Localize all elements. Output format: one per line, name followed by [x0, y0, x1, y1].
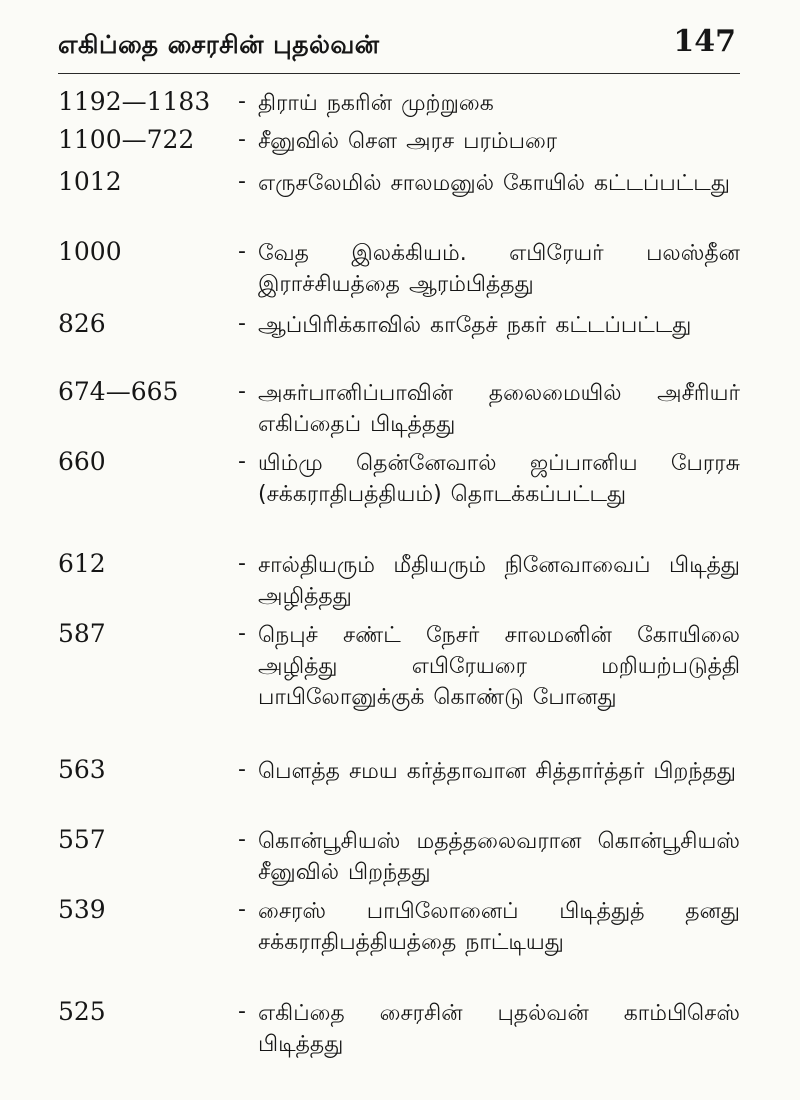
entry-year: 557	[58, 825, 106, 854]
entry-year: 563	[58, 755, 106, 784]
entry-description: பௌத்த சமய கர்த்தாவான சித்தார்த்தர் பிறந்தது	[258, 759, 736, 784]
entry-description: அசுர்பானிப்பாவின் தலைமையில் அசீரியர் எகிப்தைப் பிடித்தது	[258, 381, 740, 437]
entry-year: 1012	[58, 167, 122, 196]
entry-separator: -	[238, 999, 246, 1024]
running-title: எகிப்தை சைரசின் புதல்வன்	[58, 30, 380, 59]
entry-year: 539	[58, 895, 106, 924]
entry-year: 612	[58, 549, 106, 578]
entry-separator: -	[238, 239, 246, 264]
entry-separator: -	[238, 551, 246, 576]
entry-separator: -	[238, 757, 246, 782]
entry-separator: -	[238, 449, 246, 474]
entry-year: 1100—722	[58, 125, 195, 154]
entry-separator: -	[238, 169, 246, 194]
entry-description: நெபுச் சண்ட் நேசர் சாலமனின் கோயிலை அழித்து எபிரேயரை மறியற்படுத்தி பாபிலோனுக்குக் கொண்டு போனது	[258, 623, 740, 710]
entry-separator: -	[238, 89, 246, 114]
entry-separator: -	[238, 127, 246, 152]
entry-description: எகிப்தை சைரசின் புதல்வன் காம்பிசெஸ் பிடித்தது	[258, 1001, 740, 1057]
entry-separator: -	[238, 379, 246, 404]
entry-description: சீனுவில் சௌ அரச பரம்பரை	[258, 129, 558, 154]
entry-description: வேத இலக்கியம். எபிரேயர் பலஸ்தீன இராச்சியத்தை ஆரம்பித்தது	[258, 241, 740, 297]
entry-separator: -	[238, 897, 246, 922]
entry-description: கொன்பூசியஸ் மதத்தலைவரான கொன்பூசியஸ் சீனுவில் பிறந்தது	[258, 829, 740, 885]
entry-year: 587	[58, 619, 106, 648]
entry-description: சால்தியரும் மீதியரும் நினேவாவைப் பிடித்து அழித்தது	[258, 553, 740, 609]
entry-year: 525	[58, 997, 106, 1026]
entry-description: சைரஸ் பாபிலோனைப் பிடித்துத் தனது சக்கராதிபத்தியத்தை நாட்டியது	[258, 899, 740, 955]
entry-description: ஆப்பிரிக்காவில் காதேச் நகர் கட்டப்பட்டது	[258, 313, 692, 338]
entry-description: திராய் நகரின் முற்றுகை	[258, 91, 494, 116]
entry-separator: -	[238, 311, 246, 336]
entry-year: 826	[58, 309, 106, 338]
entry-year: 674—665	[58, 377, 179, 406]
entry-year: 1000	[58, 237, 122, 266]
entry-year: 1192—1183	[58, 87, 211, 116]
entry-year: 660	[58, 447, 106, 476]
entry-separator: -	[238, 621, 246, 646]
page-number: 147	[673, 24, 736, 59]
entry-description: எருசலேமில் சாலமனுல் கோயில் கட்டப்பட்டது	[258, 171, 730, 196]
entry-separator: -	[238, 827, 246, 852]
entry-description: யிம்மு தென்னேவால் ஜப்பானிய பேரரசு (சக்கராதிபத்தியம்) தொடக்கப்பட்டது	[258, 451, 740, 507]
